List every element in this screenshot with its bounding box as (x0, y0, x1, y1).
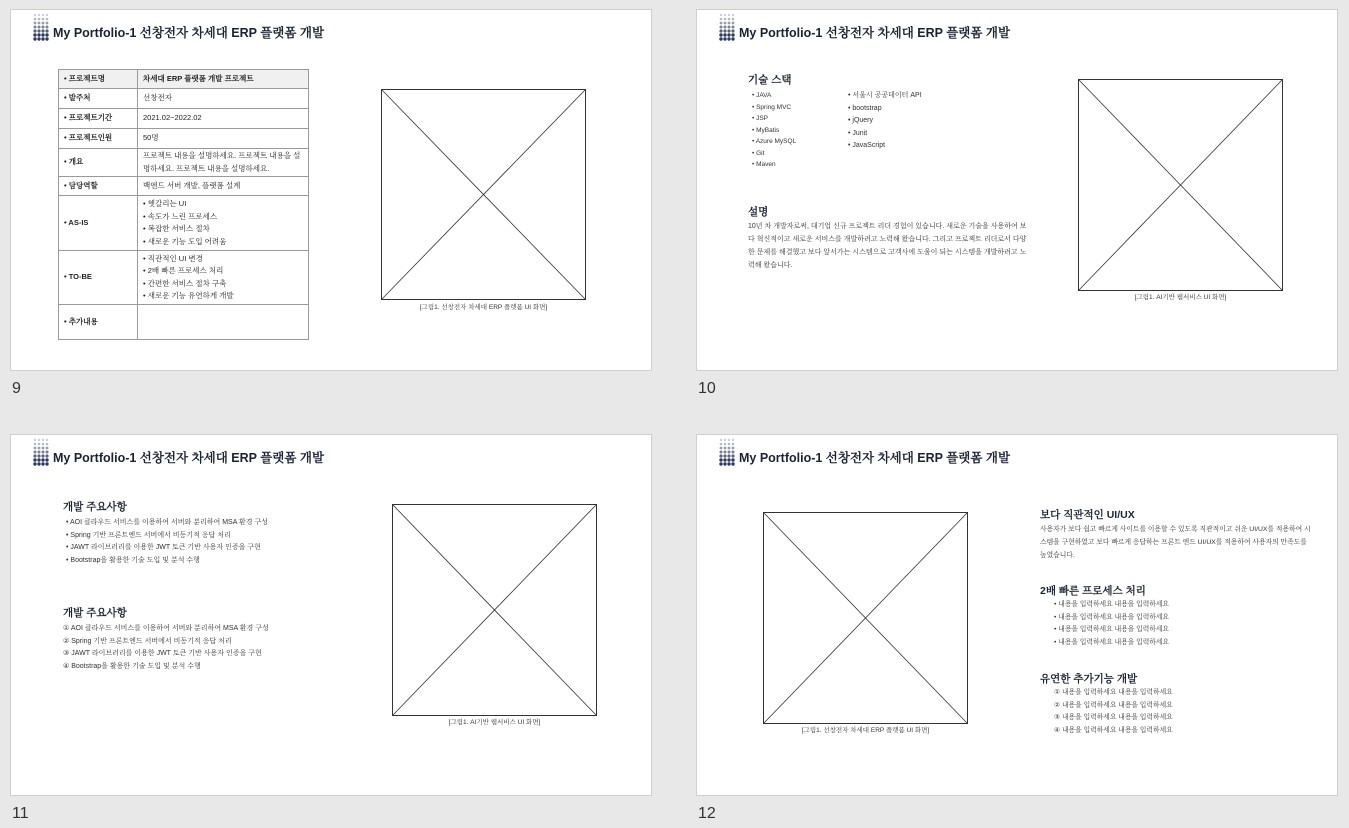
slide-number: 11 (12, 805, 29, 822)
list-item: • Azure MySQL (752, 138, 797, 145)
table-key: • 프로젝트명 (59, 70, 138, 89)
list-item: • 복잡한 서비스 절차 (143, 224, 210, 233)
slide-title: My Portfolio-1 선창전자 차세대 ERP 플랫폼 개발 (739, 26, 1011, 40)
list-item: • 내용을 입력하세요 내용을 입력하세요 (1054, 638, 1169, 646)
table-key: • 추가내용 (59, 305, 138, 340)
description-text: 10년 차 개발자로써, 대기업 신규 프로젝트 리더 경험이 있습니다. 새로운 기술을 사용하여 보다 혁신적이고 새로운 서비스를 개발하려고 노력해 왔습니다. 그리고 프로젝트 리더로서 다양한 문제를 해결했고 보다 앞서가는 시스템으로 고객사에 도움이 되는 시스템을 개발하려고 노력해 왔습니다. (748, 223, 1027, 269)
numbered-list (63, 623, 269, 673)
table-key: • AS-IS (59, 196, 138, 251)
table-key: • 담당역할 (59, 177, 138, 196)
table-value: 50명 (138, 129, 309, 149)
project-info-table (58, 69, 309, 340)
list-item: • JSP (752, 115, 769, 122)
table-row (59, 177, 309, 196)
slide-number: 9 (12, 380, 21, 397)
dot-grid-logo-icon (33, 438, 50, 468)
table-value: 선창전자 (138, 89, 309, 109)
list-item: • Spring 기반 프론트엔드 서버에서 비동기적 응답 처리 (66, 531, 231, 539)
list-item: ① 내용을 입력하세요 내용을 입력하세요 (1054, 689, 1173, 696)
table-value: 프로젝트 내용을 설명하세요. 프로젝트 내용을 설명하세요. 프로젝트 내용을 설명하세요. (138, 149, 309, 177)
table-row (59, 149, 309, 177)
section-heading: 개발 주요사항 (63, 607, 127, 619)
list-item: ① AOI 클라우드 서비스를 이용하여 서버와 분리하여 MSA 환경 구성 (63, 625, 269, 632)
list-item: ② Spring 기반 프론트엔드 서버에서 비동기적 응답 처리 (63, 637, 232, 645)
list-item: ④ 내용을 입력하세요 내용을 입력하세요 (1054, 726, 1173, 734)
tech-stack-list (848, 90, 922, 153)
list-item: • 내용을 입력하세요 내용을 입력하세요 (1054, 613, 1169, 621)
figure-caption: [그림1. AI기반 웹서비스 UI 화면] (448, 719, 541, 726)
bullet-list (1054, 599, 1169, 649)
list-item: • Junit (848, 129, 868, 137)
slide-11[interactable] (10, 434, 652, 796)
numbered-list (1054, 687, 1173, 737)
list-item: • AOI 클라우드 서비스를 이용하여 서버와 분리하여 MSA 환경 구성 (66, 519, 268, 526)
table-key: • 발주처 (59, 89, 138, 109)
description-text: 사용자가 보다 쉽고 빠르게 사이트를 이용할 수 있도록 직관적이고 쉬운 UI/UX를 적용하여 시스템을 구현하였고 보다 빠르게 응답하는 프론트 엔드 UI/UX를 적용하여 사용자의 만족도를 높였습니다. (1040, 526, 1311, 559)
section-heading: 유연한 추가기능 개발 (1040, 673, 1138, 685)
bullet-list (66, 517, 268, 567)
slide-title: My Portfolio-1 선창전자 차세대 ERP 플랫폼 개발 (53, 451, 325, 465)
image-placeholder-icon (1078, 79, 1283, 291)
list-item: • MyBatis (752, 126, 780, 134)
figure-caption: [그림1. 선창전자 차세대 ERP 플랫폼 UI 화면] (801, 727, 930, 734)
list-item: • 서울시 공공데이터 API (848, 92, 922, 99)
list-item: • 헷갈리는 UI (143, 199, 187, 208)
list-item: • 새로운 기능 유연하게 개발 (143, 291, 234, 300)
section-heading: 설명 (748, 206, 769, 218)
section-heading: 기술 스택 (748, 74, 792, 86)
list-item: • JavaScript (848, 142, 886, 149)
slide-number: 10 (698, 380, 716, 397)
dot-grid-logo-icon (719, 438, 736, 468)
table-row (59, 129, 309, 149)
table-key: • 프로젝트인원 (59, 129, 138, 149)
list-item: • 내용을 입력하세요 내용을 입력하세요 (1054, 626, 1169, 633)
section-heading: 보다 직관적인 UI/UX (1040, 509, 1135, 521)
list-item: • Maven (752, 161, 776, 168)
list-item: • 직관적인 UI 변경 (143, 253, 203, 263)
figure-caption: [그림1. 선창전자 차세대 ERP 플랫폼 UI 화면] (419, 304, 548, 311)
slide-title: My Portfolio-1 선창전자 차세대 ERP 플랫폼 개발 (53, 26, 325, 40)
table-value (138, 251, 309, 305)
section-heading: 2배 빠른 프로세스 처리 (1040, 585, 1146, 597)
image-placeholder-icon (381, 89, 586, 300)
image-placeholder-icon (763, 512, 968, 724)
table-row (59, 89, 309, 109)
image-placeholder-icon (392, 504, 597, 716)
list-item: • bootstrap (848, 104, 882, 112)
table-value (138, 196, 309, 251)
list-item: • 간편한 서비스 절차 구축 (143, 278, 227, 288)
slide-title: My Portfolio-1 선창전자 차세대 ERP 플랫폼 개발 (739, 451, 1011, 465)
dot-grid-logo-icon (719, 13, 736, 43)
slide-10[interactable] (696, 9, 1338, 371)
list-item: ③ JAWT 라이브러리를 이용한 JWT 토큰 기반 사용자 인증을 구현 (63, 650, 262, 657)
slide-number: 12 (698, 805, 716, 822)
list-item: • Bootstrap을 활용한 기술 도입 및 분석 수행 (66, 556, 200, 564)
table-value: 차세대 ERP 플랫폼 개발 프로젝트 (138, 70, 309, 89)
list-item: • jQuery (848, 117, 874, 124)
slide-9[interactable] (10, 9, 652, 371)
slide-12[interactable] (696, 434, 1338, 796)
table-key: • 프로젝트기간 (59, 109, 138, 129)
dot-grid-logo-icon (33, 13, 50, 43)
table-key: • TO-BE (59, 251, 138, 305)
tech-stack-list (752, 90, 796, 171)
table-row (59, 109, 309, 129)
table-value: 2021.02~2022.02 (138, 109, 309, 129)
table-key: • 개요 (59, 149, 138, 177)
list-item: • Spring MVC (752, 103, 792, 111)
table-row (59, 70, 309, 89)
list-item: • Git (752, 149, 765, 157)
list-item: • JAVA (752, 92, 772, 99)
table-row (59, 305, 309, 340)
figure-caption: [그림1. AI기반 웹서비스 UI 화면] (1134, 294, 1227, 301)
list-item: • 2배 빠른 프로세스 처리 (143, 266, 224, 275)
table-value: 백엔드 서버 개발, 플랫폼 설계 (138, 177, 309, 196)
section-heading: 개발 주요사항 (63, 501, 127, 513)
list-item: ④ Bootstrap을 활용한 기술 도입 및 분석 수행 (63, 662, 201, 670)
list-item: • 내용을 입력하세요 내용을 입력하세요 (1054, 601, 1169, 608)
table-row (59, 196, 309, 251)
list-item: ③ 내용을 입력하세요 내용을 입력하세요 (1054, 714, 1173, 721)
table-row (59, 251, 309, 305)
list-item: • 속도가 느린 프로세스 (143, 211, 218, 221)
list-item: • 새로운 기능 도입 어려움 (143, 236, 227, 246)
list-item: ② 내용을 입력하세요 내용을 입력하세요 (1054, 701, 1173, 709)
table-value (138, 305, 309, 340)
list-item: • JAWT 라이브러리를 이용한 JWT 토큰 기반 사용자 인증을 구현 (66, 544, 261, 551)
